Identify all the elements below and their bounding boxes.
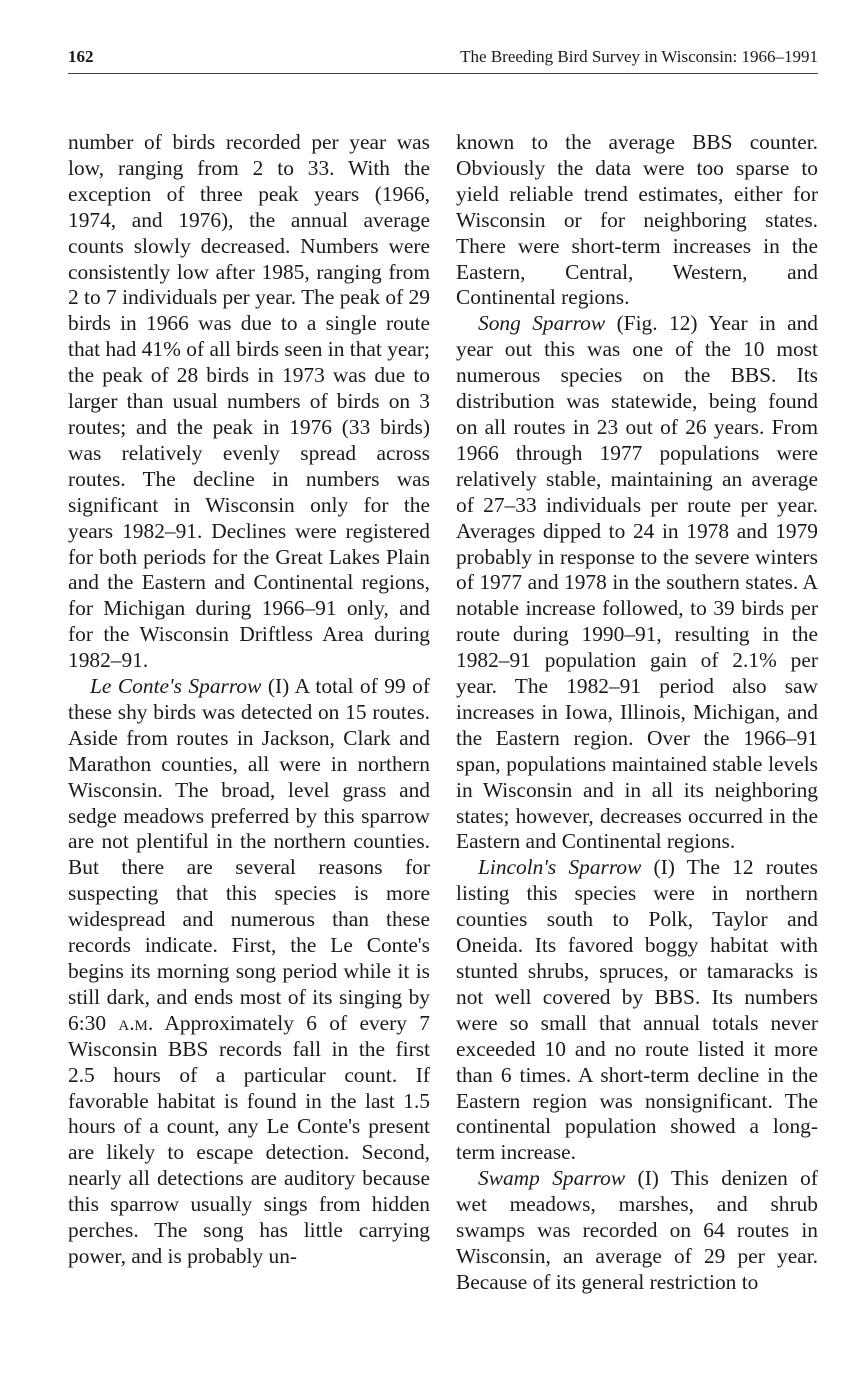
species-name: Swamp Sparrow: [478, 1166, 626, 1191]
paragraph-text: (I) This denizen of wet meadows, marshes, and shrub swamps was recorded on 64 routes in Wisconsin, an average of 29 per year. Because of its general restriction to: [456, 1166, 818, 1294]
paragraph-le-contes-sparrow: [68, 674, 430, 1270]
paragraph-lincolns-sparrow: [456, 855, 818, 1166]
species-name: Lincoln's Sparrow: [478, 855, 642, 880]
paragraph-text: (Fig. 12) Year in and year out this was one of the 10 most numerous species on the BBS. Its distribution was statewide, being found on all routes in 23 out of 26 years. From 1966 through 1977 populations were relatively stable, maintaining an average of 27–33 individuals per route per year. Averages dipped to 24 in 1978 and 1979 probably in response to the severe winters of 1977 and 1978 in the southern states. A notable increase followed, to 39 birds per route during 1990–91, resulting in the 1982–91 population gain of 2.1% per year. The 1982–91 period also saw increases in Iowa, Illinois, Michigan, and the Eastern region. Over the 1966–91 span, populations maintained stable levels in Wisconsin and in all its neighboring states; however, decreases occurred in the Eastern and Continental regions.: [456, 311, 818, 854]
running-header: [68, 45, 818, 74]
species-name: Le Conte's Sparrow: [90, 674, 262, 699]
paragraph-swamp-sparrow: [456, 1166, 818, 1296]
running-title: The Breeding Bird Survey in Wisconsin: 1966–1991: [460, 47, 818, 66]
paragraph-continued: number of birds recorded per year was low, ranging from 2 to 33. With the exception of three peak years (1966, 1974, and 1976), the annual average counts slowly decreased. Numbers were consistently low after 1985, ranging from 2 to 7 individuals per year. The peak of 29 birds in 1966 was due to a single route that had 41% of all birds seen in that year; the peak of 28 birds in 1973 was due to larger than usual numbers of birds on 3 routes; and the peak in 1976 (33 birds) was relatively evenly spread across routes. The decline in numbers was significant in Wisconsin only for the years 1982–91. Declines were registered for both periods for the Great Lakes Plain and the Eastern and Continental regions, for Michigan during 1966–91 only, and for the Wisconsin Driftless Area during 1982–91.: [68, 130, 430, 673]
paragraph-text: Approximately 6 of every 7 Wisconsin BBS records fall in the first 2.5 hours of a particular count. If favorable habitat is found in the last 1.5 hours of a count, any Le Conte's present are likely to escape detection. Second, nearly all detections are auditory because this sparrow usually sings from hidden perches. The song has little carrying power, and is probably un-: [68, 1010, 430, 1268]
species-name: Song Sparrow: [478, 311, 606, 336]
time-abbreviation: a.m.: [118, 1010, 154, 1035]
paragraph-text: (I) The 12 routes listing this species were in northern counties south to Polk, Taylor and Oneida. Its favored boggy habitat with stunted shrubs, spruces, or tamaracks is not well covered by BBS. Its numbers were so small that annual totals never exceeded 10 and no route listed it more than 6 times. A short-term decline in the Eastern region was nonsignificant. The continental population showed a long-term increase.: [456, 855, 819, 1165]
paragraph-song-sparrow: [456, 311, 818, 855]
paragraph-continued: known to the average BBS counter. Obviously the data were too sparse to yield reliable trend estimates, either for Wisconsin or for neighboring states. There were short-term increases in the Eastern, Central, Western, and Continental regions.: [456, 130, 818, 310]
left-column: [68, 130, 430, 1270]
right-column: [456, 130, 818, 1296]
page-number: 162: [68, 47, 94, 66]
paragraph-text: (I) A total of 99 of these shy birds was detected on 15 routes. Aside from routes in Jackson, Clark and Marathon counties, all were in northern Wisconsin. The broad, level grass and sedge meadows preferred by this sparrow are not plentiful in the northern counties. But there are several reasons for suspecting that this species is more widespread and numerous than these records indicate. First, the Le Conte's begins its morning song period while it is still dark, and ends most of its singing by 6:30: [68, 674, 430, 1035]
